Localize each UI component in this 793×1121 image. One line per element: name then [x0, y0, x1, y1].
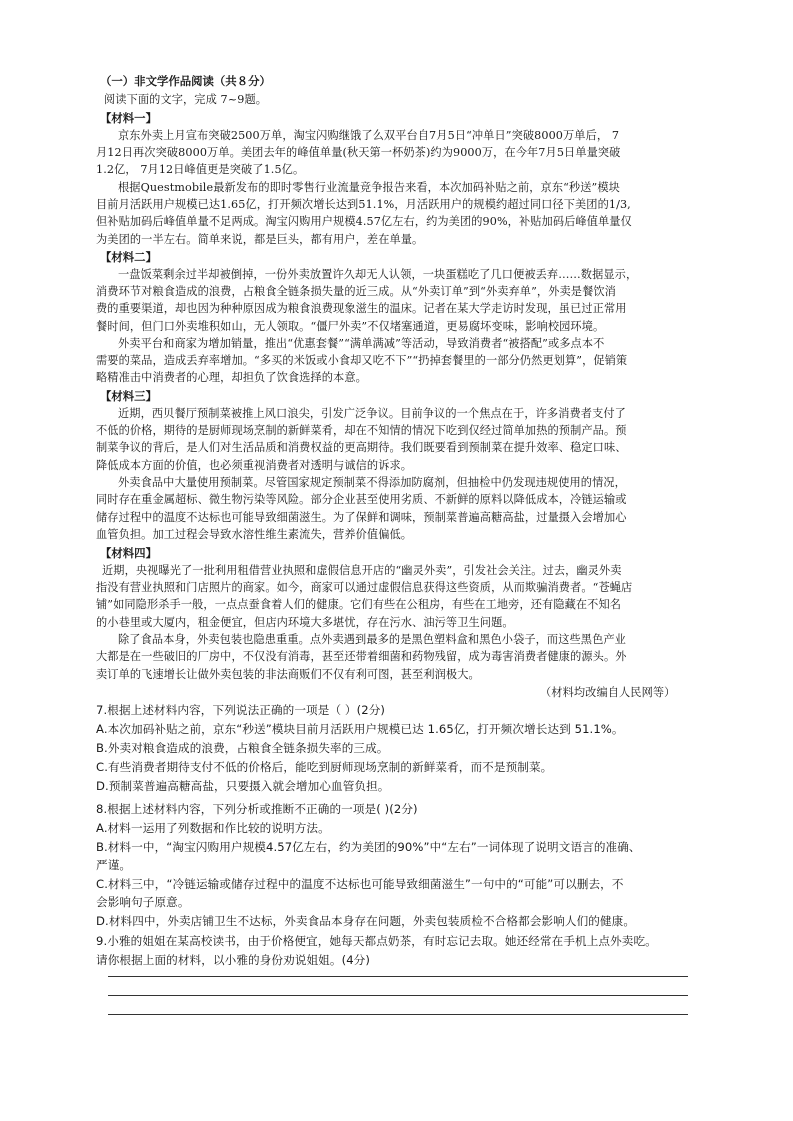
material-1-line: 目前月活跃用户规模已达1.65亿，打开频次增长达到51.1%，月活跃用户的规模约超过同口径下美团的1/3, — [96, 198, 631, 211]
question-8-option: B.材料一中，“淘宝闪购用户规模4.57亿左右，约为美团的90%”中“左右”一词体现了说明文语言的准确、 — [96, 840, 641, 854]
material-3-line: 制菜争议的背后，是人们对生活品质和消费权益的更高期待。我们既要看到预制菜在提升效率、稳定口味、 — [96, 441, 627, 454]
source-note: （材料均改编自人民网等） — [540, 686, 676, 699]
material-4-line: 近期，央视曝光了一批利用租借营业执照和虚假信息开店的“幽灵外卖”，引发社会关注。过去，幽灵外卖 — [102, 564, 622, 577]
material-1-line: 月12日再次突破8000万单。美团去年的峰值单量(秋天第一杯奶茶)约为9000万，在今年7月5日单量突破 — [96, 146, 621, 159]
answer-line[interactable] — [108, 1014, 688, 1015]
material-2-line: 需要的菜品，造成丢弃率增加。“多买的米饭或小食却又吃不下”“扔掉套餐里的一部分仍然更划算”，促销策 — [96, 354, 628, 367]
question-7-option: D.预制菜普遍高糖高盐，只要摄入就会增加心血管负担。 — [96, 779, 390, 793]
answer-line[interactable] — [108, 976, 688, 977]
material-4-line: 除了食品本身，外卖包装也隐患重重。点外卖遇到最多的是黑色塑料盒和黑色小袋子，而这些黑色产业 — [118, 633, 626, 646]
question-7-option: B.外卖对粮食造成的浪费，占粮食全链条损失率的三成。 — [96, 741, 389, 755]
question-8-option: C.材料三中，“冷链运输或储存过程中的温度不达标也可能导致细菌滋生”一句中的“可能”可以删去，不 — [96, 877, 624, 891]
material-2-line: 费的重要渠道，却也因为种种原因成为粮食浪费现象滋生的温床。记者在某大学走访时发现，虽已过正常用 — [96, 302, 627, 315]
question-9-line: 9.小雅的姐姐在某高校读书，由于价格便宜，她每天都点奶茶，有时忘记去取。她还经常在手机上点外卖吃。 — [96, 934, 657, 948]
question-8-option: D.材料四中，外卖店铺卫生不达标，外卖食品本身存在问题，外卖包装质检不合格都会影响人们的健康。 — [96, 914, 636, 928]
question-8-option: 严谨。 — [96, 858, 132, 872]
material-2-line: 略精准击中消费者的心理，却担负了饮食选择的本意。 — [96, 371, 367, 384]
answer-line[interactable] — [108, 995, 688, 996]
material-1-heading: 【材料一】 — [100, 111, 157, 125]
question-8-stem: 8.根据上述材料内容，下列分析或推断不正确的一项是( )(2分) — [96, 802, 418, 816]
material-3-line: 降低成本方面的价值，也必须重视消费者对透明与诚信的诉求。 — [96, 459, 413, 472]
material-1-line: 京东外卖上月宣布突破2500万单，淘宝闪购继饿了么双平台自7月5日“冲单日”突破8000万单后， 7 — [118, 129, 620, 142]
material-1-line: 为美团的一半左右。简单来说，都是巨头，都有用户，差在单量。 — [96, 233, 424, 246]
material-4-line: 的小巷里或大厦内，租金便宜，但店内环境大多堪忧，存在污水、油污等卫生问题。 — [96, 616, 514, 629]
material-3-line: 近期，西贝餐厅预制菜被推上风口浪尖，引发广泛争议。目前争议的一个焦点在于，许多消费者支付了 — [118, 407, 626, 420]
material-2-line: 外卖平台和商家为增加销量，推出“优惠套餐”“满单满减”等活动，导致消费者“被搭配”或多点本不 — [118, 337, 605, 350]
material-4-line: 铺”如同隐形杀手一般，一点点蚕食着人们的健康。它们有些在公租房，有些在工地旁，还有隐藏在不知名 — [96, 598, 622, 611]
material-4-line: 大都是在一些破旧的厂房中，不仅没有消毒，甚至还带着细菌和药物残留，成为毒害消费者健康的源头。外 — [96, 650, 627, 663]
question-7-option: C.有些消费者期待支付不低的价格后，能吃到厨师现场烹制的新鲜菜肴，而不是预制菜。 — [96, 760, 553, 774]
material-4-line: 卖订单的飞速增长让做外卖包装的非法商贩们不仅有利可图，甚至利润极大。 — [96, 668, 480, 681]
material-1-line: 根据Questmobile最新发布的即时零售行业流量竞争报告来看，本次加码补贴之前，京东“秒送”模块 — [118, 181, 620, 194]
question-7-stem: 7.根据上述材料内容，下列说法正确的一项是（ ）(2分) — [96, 703, 386, 717]
material-3-line: 同时存在重金属超标、微生物污染等风险。部分企业甚至使用劣质、不新鲜的原料以降低成本，冷链运输或 — [96, 493, 627, 506]
material-3-line: 储存过程中的温度不达标也可能导致细菌滋生。为了保鲜和调味，预制菜普遍高糖高盐，过量摄入会增加心 — [96, 511, 627, 524]
material-3-line: 不低的价格，期待的是厨师现场烹制的新鲜菜肴，却在不知情的情况下吃到仅经过简单加热的预制产品。预 — [96, 424, 627, 437]
material-2-line: 消费环节对粮食造成的浪费，占粮食全链条损失量的近三成。从“外卖订单”到“外卖弃单”，外卖是餐饮消 — [96, 285, 616, 298]
material-1-line: 但补贴加码后峰值单量不足两成。淘宝闪购用户规模4.57亿左右，约为美团的90%，补贴加码后峰值单量仅 — [96, 215, 632, 228]
question-8-option: 会影响句子原意。 — [96, 895, 190, 909]
material-1-line: 1.2亿， 7月12日峰值更是突破了1.5亿。 — [96, 163, 305, 176]
question-8-option: A.材料一运用了列数据和作比较的说明方法。 — [96, 821, 330, 835]
material-2-line: 餐时间，但门口外卖堆积如山，无人领取。“僵尸外卖”不仅堵塞通道，更易腐坏变味，影响校园环境。 — [96, 320, 605, 333]
material-4-line: 指没有营业执照和门店照片的商家。如今，商家可以通过虚假信息获得这些资质，从而欺骗消费者。“苍蝇店 — [96, 581, 633, 594]
question-9-line: 请你根据上面的材料，以小雅的身份劝说姐姐。(4分) — [96, 953, 370, 967]
section-title: （一）非文学作品阅读（共８分） — [100, 74, 271, 88]
instruction: 阅读下面的文字，完成 7~9题。 — [104, 93, 268, 106]
material-4-heading: 【材料四】 — [100, 546, 157, 560]
material-2-line: 一盘饭菜剩余过半却被倒掉，一份外卖放置许久却无人认领，一块蛋糕吃了几口便被丢弃……数据显示， — [118, 268, 638, 281]
material-3-line: 血管负担。加工过程会导致水溶性维生素流失，营养价值偏低。 — [96, 528, 413, 541]
material-3-heading: 【材料三】 — [100, 389, 157, 403]
material-3-line: 外卖食品中大量使用预制菜。尽管国家规定预制菜不得添加防腐剂，但抽检中仍发现违规使用的情况， — [118, 476, 626, 489]
question-7-option: A.本次加码补贴之前，京东“秒送”模块目前月活跃用户规模已达 1.65亿，打开频次增长达到 51.1%。 — [96, 722, 624, 736]
material-2-heading: 【材料二】 — [100, 250, 157, 264]
